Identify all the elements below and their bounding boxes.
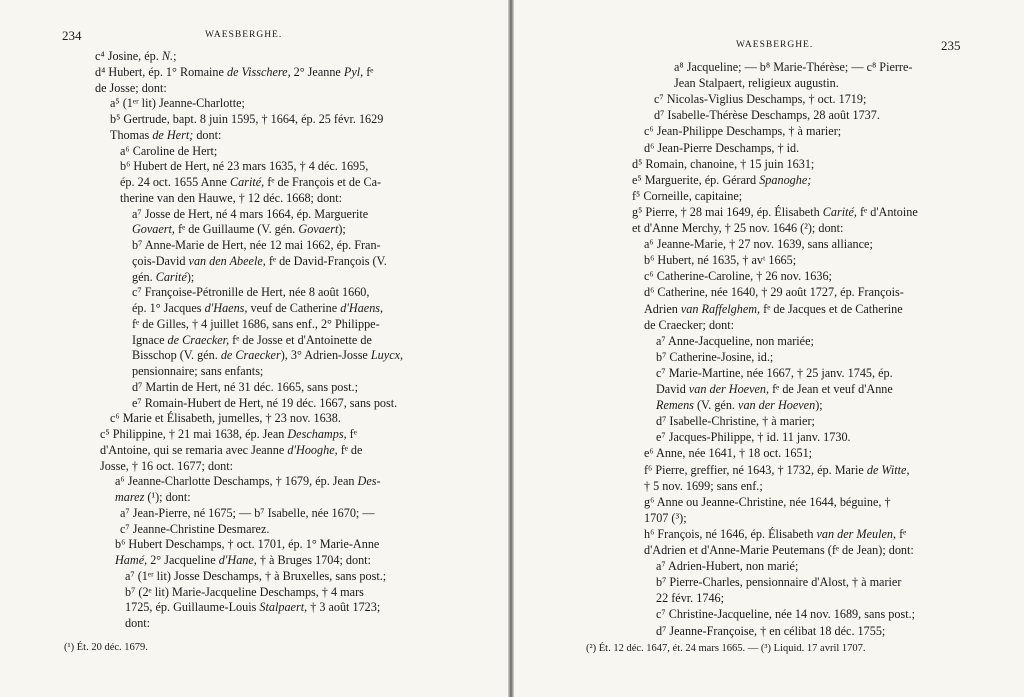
text-line: a⁶ Jeanne-Marie, † 27 nov. 1639, sans alliance; (644, 237, 873, 252)
text-line: d⁶ Catherine, née 1640, † 29 août 1727, ép. François- (644, 285, 904, 300)
text-line: c⁷ Jeanne-Christine Desmarez. (120, 521, 270, 536)
text-line: c⁷ Françoise-Pétronille de Hert, née 8 août 1660, (132, 285, 370, 300)
text-line: b⁶ Hubert de Hert, né 23 mars 1635, † 4 déc. 1695, (120, 159, 369, 174)
text-line: a⁷ Anne-Jacqueline, non mariée; (656, 333, 814, 348)
text-line: d⁷ Martin de Hert, né 31 déc. 1665, sans post.; (132, 379, 358, 394)
text-line: e⁶ Anne, née 1641, † 18 oct. 1651; (644, 446, 813, 461)
text-line: ép. 1° Jacques d'Haens, veuf de Catherine d'Haens, (132, 301, 384, 315)
text-line: therine van den Hauwe, † 12 déc. 1668; dont: (120, 190, 343, 205)
text-line: c⁶ Marie et Élisabeth, jumelles, † 23 nov. 1638. (110, 411, 341, 426)
text-line: b⁷ Catherine-Josine, id.; (656, 349, 774, 364)
text-line: a⁷ Adrien-Hubert, non marié; (656, 559, 799, 574)
text-line: de Josse; dont: (95, 80, 167, 95)
text-line: d⁶ Jean-Pierre Deschamps, † id. (644, 140, 800, 155)
text-line: c⁶ Jean-Philippe Deschamps, † à marier; (644, 124, 842, 139)
right-page (514, 0, 1024, 697)
text-line: et d'Anne Merchy, † 25 nov. 1646 (²); dont: (632, 221, 844, 235)
text-line: 1707 (³); (644, 510, 687, 525)
text-line: d⁴ Hubert, ép. 1° Romaine de Visschere, 2° Jeanne Pyl, fᵉ (95, 64, 374, 79)
page-number: 235 (941, 38, 961, 53)
text-line: h⁶ François, né 1646, ép. Élisabeth van der Meulen, fᵉ (644, 526, 907, 541)
text-line: Josse, † 16 oct. 1677; dont: (100, 458, 234, 473)
text-line: a⁸ Jacqueline; — b⁸ Marie-Thérèse; — c⁸ Pierre- (674, 60, 913, 74)
text-line: Ignace de Craecker, fᵉ de Josse et d'Antoinette de (132, 332, 372, 347)
text-line: Hamé, 2° Jacqueline d'Hane, † à Bruges 1704; dont: (115, 553, 371, 567)
text-line: marez (¹); dont: (115, 490, 191, 504)
text-line: Adrien van Raffelghem, fᵉ de Jacques et de Catherine (644, 301, 903, 316)
text-line: Remens (V. gén. van der Hoeven); (656, 398, 823, 413)
text-line: c⁷ Christine-Jacqueline, née 14 nov. 1689, sans post.; (656, 607, 916, 622)
text-line: a⁶ Jeanne-Charlotte Deschamps, † 1679, ép. Jean Des- (115, 474, 381, 489)
text-line: dont: (125, 616, 151, 630)
text-line: Bisschop (V. gén. de Craecker), 3° Adrien-Josse Luycx, (132, 348, 404, 363)
text-line: b⁷ Pierre-Charles, pensionnaire d'Alost, † à marier (656, 575, 902, 590)
footnote: (¹) Ét. 20 déc. 1679. (64, 642, 148, 653)
running-head: WAESBERGHE. (736, 40, 814, 50)
text-line: d'Adrien et d'Anne-Marie Peutemans (fᵉ de Jean); dont: (644, 543, 914, 557)
text-line: 22 févr. 1746; (656, 591, 725, 606)
text-line: b⁷ (2ᵉ lit) Marie-Jacqueline Deschamps, † 4 mars (125, 584, 364, 599)
text-line: c⁷ Marie-Martine, née 1667, † 25 janv. 1745, ép. (656, 365, 893, 380)
text-line: b⁶ Hubert, né 1635, † avᵗ 1665; (644, 253, 797, 268)
text-line: c⁶ Catherine-Caroline, † 26 nov. 1636; (644, 269, 832, 284)
text-line: a⁷ Josse de Hert, né 4 mars 1664, ép. Marguerite (132, 206, 369, 221)
text-line: c⁴ Josine, ép. N.; (95, 49, 177, 63)
text-line: Jean Stalpaert, religieux augustin. (674, 76, 839, 91)
text-line: a⁷ Jean-Pierre, né 1675; — b⁷ Isabelle, née 1670; — (120, 505, 375, 520)
text-line: e⁵ Marguerite, ép. Gérard Spanoghe; (632, 172, 812, 187)
running-head: WAESBERGHE. (205, 30, 283, 40)
text-line: Thomas de Hert; dont: (110, 127, 222, 142)
text-line: d⁷ Jeanne-Françoise, † en célibat 18 déc. 1755; (656, 623, 886, 638)
text-line: g⁶ Anne ou Jeanne-Christine, née 1644, béguine, † (644, 494, 891, 509)
text-line: e⁷ Jacques-Philippe, † id. 11 janv. 1730. (656, 430, 851, 445)
text-line: de Craecker; dont: (644, 317, 735, 332)
text-line: d'Antoine, qui se remaria avec Jeanne d'Hooghe, fᵉ de (100, 442, 363, 457)
text-line: fᵉ de Gilles, † 4 juillet 1686, sans enf., 2° Philippe- (132, 316, 380, 331)
text-line: pensionnaire; sans enfants; (132, 364, 264, 378)
text-line: d⁵ Romain, chanoine, † 15 juin 1631; (632, 156, 815, 171)
left-page (0, 0, 508, 697)
text-line: b⁵ Gertrude, bapt. 8 juin 1595, † 1664, ép. 25 févr. 1629 (110, 112, 384, 126)
text-line: c⁵ Philippine, † 21 mai 1638, ép. Jean Deschamps, fᵉ (100, 427, 357, 441)
text-line: c⁷ Nicolas-Viglius Deschamps, † oct. 1719; (654, 92, 867, 107)
text-line: g⁵ Pierre, † 28 mai 1649, ép. Élisabeth Carité, fᵉ d'Antoine (632, 204, 918, 219)
text-line: çois-David van den Abeele, fᵉ de David-François (V. (132, 253, 387, 268)
text-line: f⁵ Corneille, capitaine; (632, 188, 743, 203)
text-line: † 5 nov. 1699; sans enf.; (644, 478, 763, 493)
text-line: Govaert, fᵉ de Guillaume (V. gén. Govaert); (132, 222, 346, 237)
text-line: 1725, ép. Guillaume-Louis Stalpaert, † 3 août 1723; (125, 600, 381, 615)
text-line: a⁶ Caroline de Hert; (120, 143, 218, 158)
text-line: b⁶ Hubert Deschamps, † oct. 1701, ép. 1° Marie-Anne (115, 537, 380, 552)
text-line: d⁷ Isabelle-Christine, † à marier; (656, 414, 815, 429)
text-line: David van der Hoeven, fᵉ de Jean et veuf d'Anne (656, 382, 893, 396)
text-line: ép. 24 oct. 1655 Anne Carité, fᵉ de François et de Ca- (120, 175, 382, 189)
text-line: d⁷ Isabelle-Thérèse Deschamps, 28 août 1737. (654, 108, 880, 123)
text-line: e⁷ Romain-Hubert de Hert, né 19 déc. 1667, sans post. (132, 395, 398, 410)
text-line: f⁶ Pierre, greffier, né 1643, † 1732, ép. Marie de Witte, (644, 462, 910, 477)
text-line: a⁵ (1ᵉʳ lit) Jeanne-Charlotte; (110, 96, 245, 111)
page-number: 234 (62, 28, 82, 43)
text-line: gén. Carité); (132, 269, 195, 284)
text-line: b⁷ Anne-Marie de Hert, née 12 mai 1662, ép. Fran- (132, 238, 381, 252)
footnote: (²) Ét. 12 déc. 1647, ét. 24 mars 1665. — (³) Liquid. 17 avril 1707. (586, 643, 866, 654)
text-line: a⁷ (1ᵉʳ lit) Josse Deschamps, † à Bruxelles, sans post.; (125, 568, 387, 583)
